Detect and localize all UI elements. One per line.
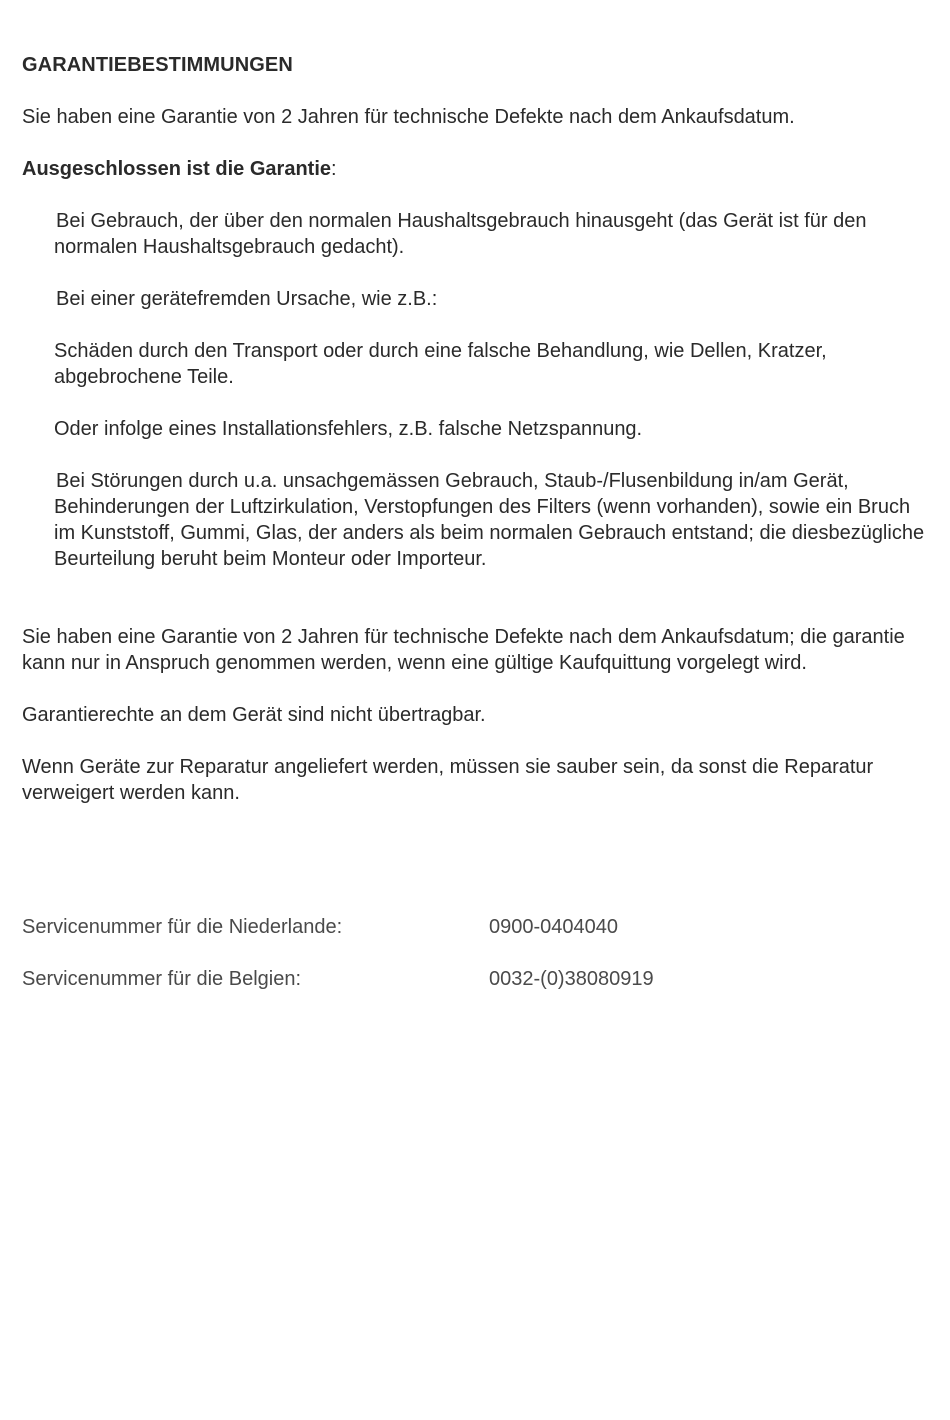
service-label-belgium: Servicenummer für die Belgien: (22, 968, 302, 990)
service-label-netherlands: Servicenummer für die Niederlande: (22, 916, 343, 938)
exclusion-item-malfunctions: Bei Störungen durch u.a. unsachgemässen Gebrauch, Staub-/Flusenbildung in/am Gerät, Behinderungen der Luftzirkulation, Verstopfungen des Filters (wenn vorhanden), sowie ein Bruch im Kunststoff, Gummi, Glas, der anders als beim normalen Gebrauch entstand; die diesbezügliche Beurteilung beruht beim Monteur oder Importeur. (54, 470, 925, 570)
exclusion-heading-colon: : (331, 158, 337, 180)
warranty-document (22, 52, 932, 806)
service-number-netherlands: 0900-0404040 (489, 916, 619, 938)
exclusion-heading-line (22, 156, 932, 182)
exclusion-item-transport-damage: Schäden durch den Transport oder durch eine falsche Behandlung, wie Dellen, Kratzer, abgebrochene Teile. (54, 340, 827, 388)
exclusion-item-installation-error: Oder infolge eines Installationsfehlers, z.B. falsche Netzspannung. (54, 418, 643, 440)
exclusion-item-usage: Bei Gebrauch, der über den normalen Haushaltsgebrauch hinausgeht (das Gerät ist für den normalen Haushaltsgebrauch gedacht). (54, 210, 867, 258)
page-title: GARANTIEBESTIMMUNGEN (22, 54, 293, 76)
exclusion-item-external-cause: Bei einer gerätefremden Ursache, wie z.B.: (56, 288, 438, 310)
repair-cleanliness-paragraph: Wenn Geräte zur Reparatur angeliefert werden, müssen sie sauber sein, da sonst die Reparatur verweigert werden kann. (22, 756, 874, 804)
exclusion-heading: Ausgeschlossen ist die Garantie (22, 158, 331, 180)
intro-paragraph: Sie haben eine Garantie von 2 Jahren für technische Defekte nach dem Ankaufsdatum. (22, 106, 795, 128)
non-transferable-paragraph: Garantierechte an dem Gerät sind nicht übertragbar. (22, 704, 486, 726)
warranty-receipt-paragraph: Sie haben eine Garantie von 2 Jahren für technische Defekte nach dem Ankaufsdatum; die garantie kann nur in Anspruch genommen werden, wenn eine gültige Kaufquittung vorgelegt wird. (22, 626, 905, 674)
service-number-belgium: 0032-(0)38080919 (489, 968, 654, 990)
